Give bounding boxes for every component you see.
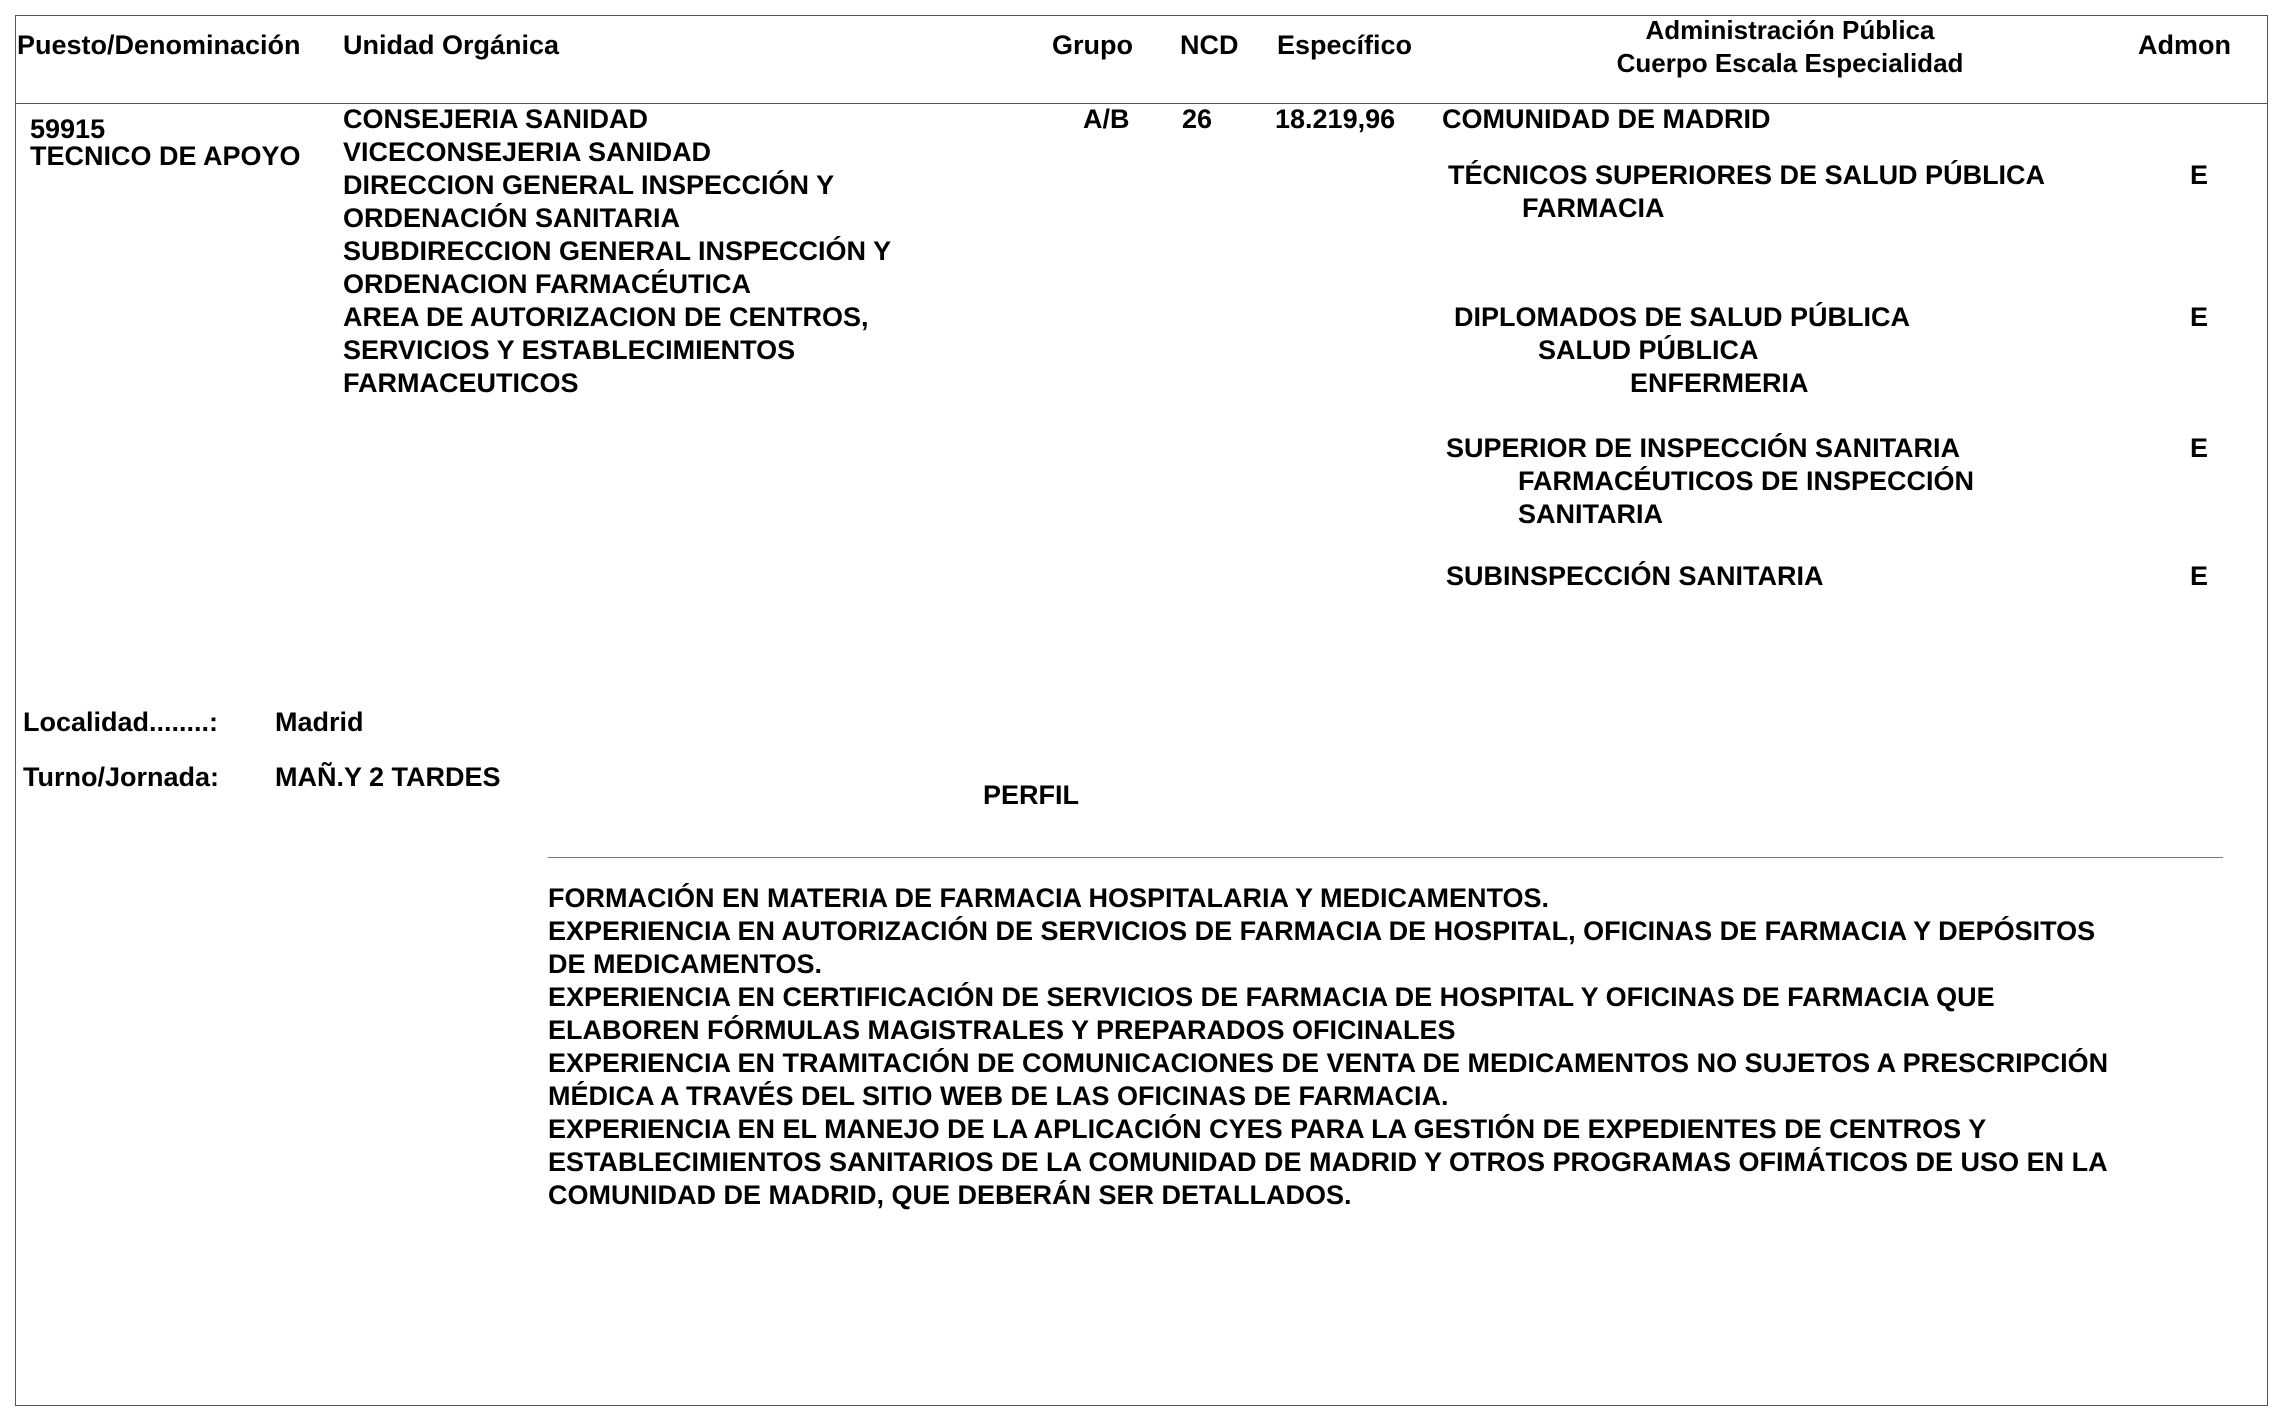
unidad-line: FARMACEUTICOS xyxy=(343,368,579,398)
perfil-line: EXPERIENCIA EN TRAMITACIÓN DE COMUNICACIONES DE VENTA DE MEDICAMENTOS NO SUJETOS A PRESCRIPCIÓN xyxy=(548,1048,2109,1078)
perfil-line: DE MEDICAMENTOS. xyxy=(548,949,823,979)
unidad-line: SUBDIRECCION GENERAL INSPECCIÓN Y xyxy=(343,236,892,266)
perfil-line: ESTABLECIMIENTOS SANITARIOS DE LA COMUNIDAD DE MADRID Y OTROS PROGRAMAS OFIMÁTICOS DE USO EN LA xyxy=(548,1147,2108,1177)
perfil-line: FORMACIÓN EN MATERIA DE FARMACIA HOSPITALARIA Y MEDICAMENTOS. xyxy=(548,883,1550,913)
perfil-line: MÉDICA A TRAVÉS DEL SITIO WEB DE LAS OFICINAS DE FARMACIA. xyxy=(548,1081,1449,1111)
cuerpo-line: FARMACÉUTICOS DE INSPECCIÓN xyxy=(1518,466,1975,496)
unidad-line: ORDENACIÓN SANITARIA xyxy=(343,203,680,233)
cuerpo-line: DIPLOMADOS DE SALUD PÚBLICA xyxy=(1454,302,1911,332)
perfil-title: PERFIL xyxy=(983,780,1080,810)
cuerpo-entry xyxy=(1446,432,1974,531)
turno-value: MAÑ.Y 2 TARDES xyxy=(275,762,501,792)
localidad-value: Madrid xyxy=(275,707,364,737)
localidad-label: Localidad........: xyxy=(23,707,219,737)
cuerpo-line: SANITARIA xyxy=(1518,499,1663,529)
header-admin-line1: Administración Pública xyxy=(1645,15,1935,45)
header-puesto: Puesto/Denominación xyxy=(17,30,301,60)
puesto-denominacion: TECNICO DE APOYO xyxy=(30,141,301,171)
cuerpo-admon: E xyxy=(2190,561,2209,591)
header-administracion xyxy=(1520,14,2060,80)
perfil-divider xyxy=(548,857,2223,858)
cuerpo-admon: E xyxy=(2190,433,2209,463)
header-ncd: NCD xyxy=(1180,30,1239,60)
cuerpo-admon: E xyxy=(2190,160,2209,190)
administracion-value: COMUNIDAD DE MADRID xyxy=(1442,104,1771,134)
unidad-organica xyxy=(343,103,891,400)
header-especifico: Específico xyxy=(1277,30,1413,60)
unidad-line: ORDENACION FARMACÉUTICA xyxy=(343,269,751,299)
header-admin-line2: Cuerpo Escala Especialidad xyxy=(1616,48,1964,78)
ncd-value: 26 xyxy=(1182,104,1213,134)
cuerpo-line: ENFERMERIA xyxy=(1630,368,1809,398)
unidad-line: AREA DE AUTORIZACION DE CENTROS, xyxy=(343,302,869,332)
cuerpo-entry xyxy=(1446,560,1824,593)
header-admon: Admon xyxy=(2138,30,2231,60)
cuerpo-line: SUBINSPECCIÓN SANITARIA xyxy=(1446,561,1824,591)
unidad-line: VICECONSEJERIA SANIDAD xyxy=(343,137,712,167)
cuerpo-entry xyxy=(1448,159,2045,225)
header-unidad: Unidad Orgánica xyxy=(343,30,560,60)
turno-label: Turno/Jornada: xyxy=(23,762,220,792)
cuerpo-entry xyxy=(1454,301,1910,400)
unidad-line: CONSEJERIA SANIDAD xyxy=(343,104,649,134)
puesto-code: 59915 xyxy=(30,114,106,144)
cuerpo-line: SALUD PÚBLICA xyxy=(1538,335,1759,365)
unidad-line: DIRECCION GENERAL INSPECCIÓN Y xyxy=(343,170,835,200)
perfil-line: EXPERIENCIA EN EL MANEJO DE LA APLICACIÓN CYES PARA LA GESTIÓN DE EXPEDIENTES DE CENTROS Y xyxy=(548,1114,1987,1144)
header-grupo: Grupo xyxy=(1052,30,1133,60)
perfil-line: EXPERIENCIA EN CERTIFICACIÓN DE SERVICIOS DE FARMACIA DE HOSPITAL Y OFICINAS DE FARMACIA QUE xyxy=(548,982,1995,1012)
cuerpo-line: TÉCNICOS SUPERIORES DE SALUD PÚBLICA xyxy=(1448,160,2046,190)
cuerpo-line: FARMACIA xyxy=(1522,193,1665,223)
especifico-value: 18.219,96 xyxy=(1275,104,1396,134)
cuerpo-line: SUPERIOR DE INSPECCIÓN SANITARIA xyxy=(1446,433,1961,463)
grupo-value: A/B xyxy=(1083,104,1130,134)
perfil-line: EXPERIENCIA EN AUTORIZACIÓN DE SERVICIOS DE FARMACIA DE HOSPITAL, OFICINAS DE FARMACIA Y DEPÓSITOS xyxy=(548,916,2096,946)
perfil-line: ELABOREN FÓRMULAS MAGISTRALES Y PREPARADOS OFICINALES xyxy=(548,1015,1456,1045)
unidad-line: SERVICIOS Y ESTABLECIMIENTOS xyxy=(343,335,796,365)
perfil-line: COMUNIDAD DE MADRID, QUE DEBERÁN SER DETALLADOS. xyxy=(548,1180,1352,1210)
perfil-text xyxy=(548,882,2108,1212)
cuerpo-admon: E xyxy=(2190,302,2209,332)
